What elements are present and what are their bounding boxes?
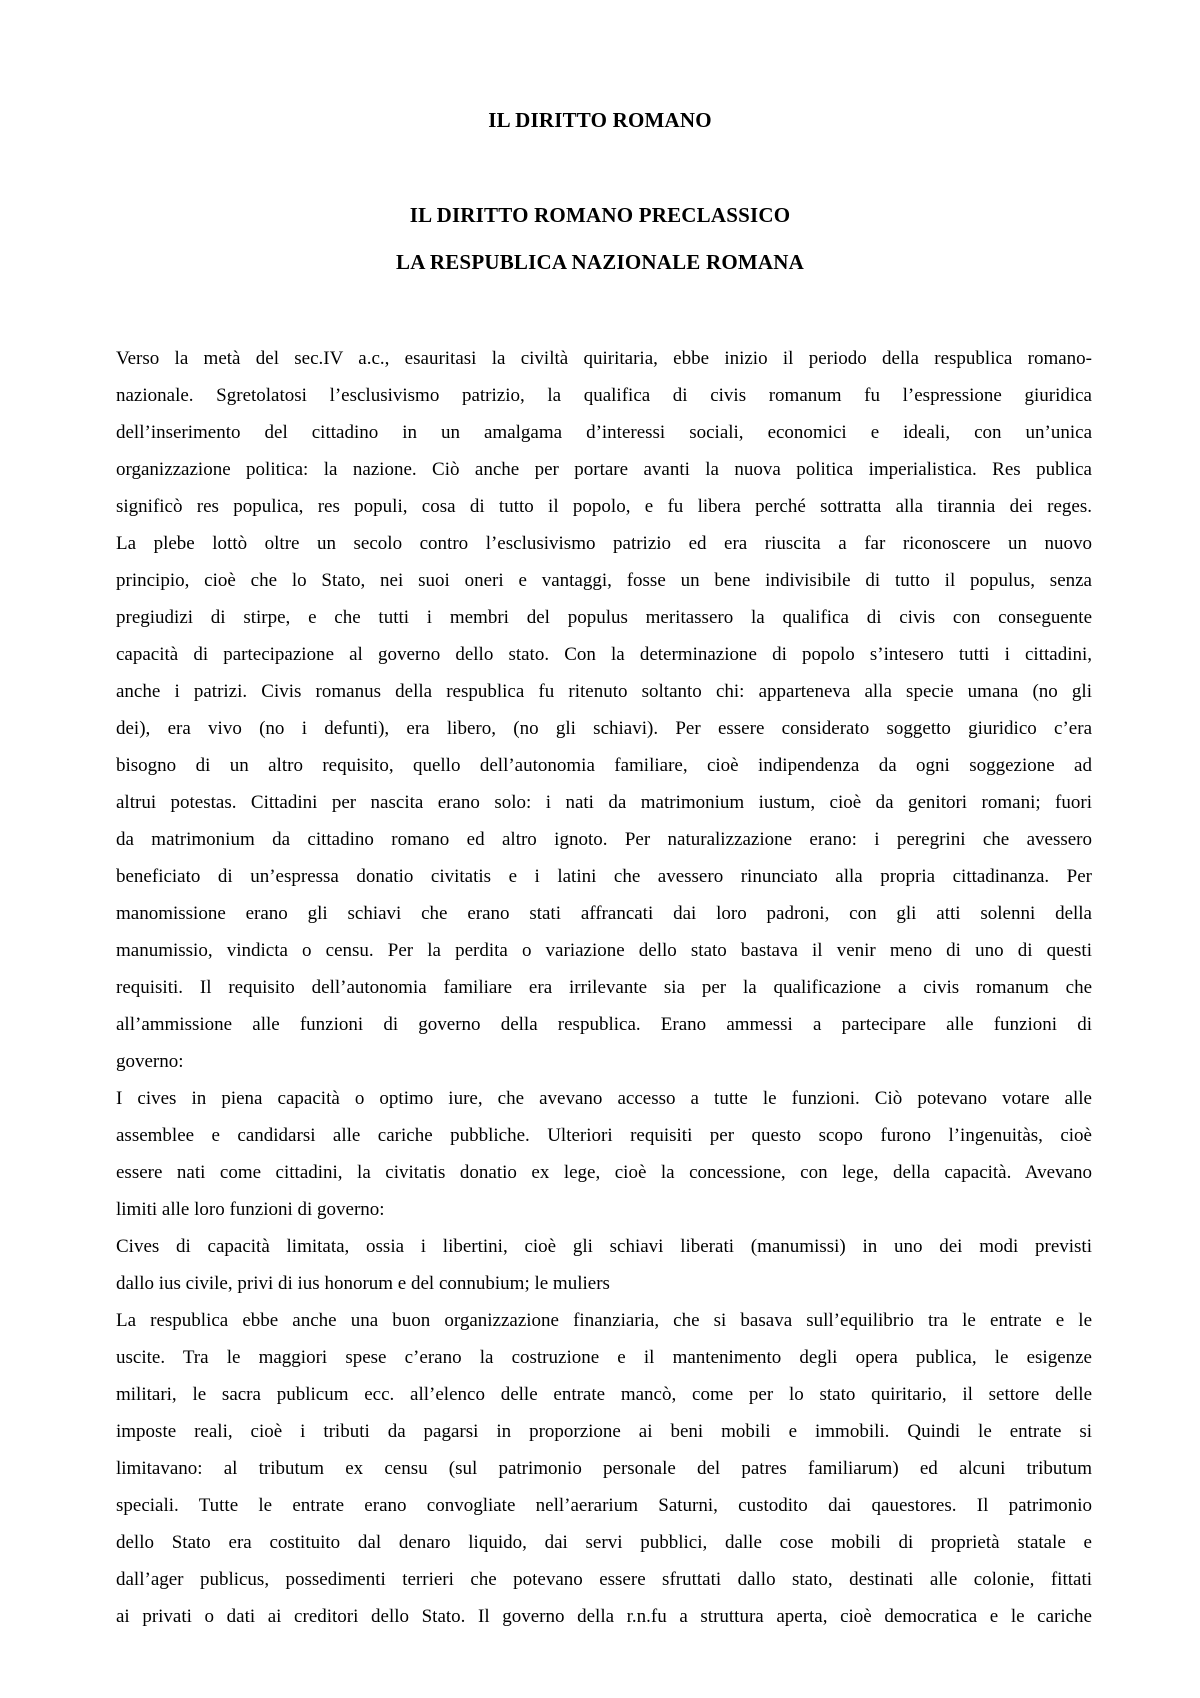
text-line: beneficiato di un’espressa donatio civitatis e i latini che avessero rinunciato alla propria cittadinanza. Per xyxy=(116,866,1092,887)
text-line: La respublica ebbe anche una buon organizzazione finanziaria, che si basava sull’equilibrio tra le entrate e le xyxy=(116,1310,1092,1331)
document-title: IL DIRITTO ROMANO xyxy=(488,108,712,132)
text-line: uscite. Tra le maggiori spese c’erano la costruzione e il mantenimento degli opera publica, le esigenze xyxy=(116,1347,1092,1368)
text-line: bisogno di un altro requisito, quello dell’autonomia familiare, cioè indipendenza da ogni soggezione ad xyxy=(116,755,1092,776)
text-line: dei), era vivo (no i defunti), era libero, (no gli schiavi). Per essere considerato soggetto giuridico c’era xyxy=(116,718,1092,739)
subsection-title: LA RESPUBLICA NAZIONALE ROMANA xyxy=(396,250,804,274)
text-line: La plebe lottò oltre un secolo contro l’esclusivismo patrizio ed era riuscita a far riconoscere un nuovo xyxy=(116,533,1092,554)
body-text xyxy=(116,340,1092,1635)
text-line: dell’inserimento del cittadino in un amalgama d’interessi sociali, economici e ideali, con un’unica xyxy=(116,422,1092,443)
text-line: ai privati o dati ai creditori dello Stato. Il governo della r.n.fu a struttura aperta, cioè democratica e le cariche xyxy=(116,1606,1092,1627)
text-line: da matrimonium da cittadino romano ed altro ignoto. Per naturalizzazione erano: i peregrini che avessero xyxy=(116,829,1092,850)
text-line: imposte reali, cioè i tributi da pagarsi in proporzione ai beni mobili e immobili. Quindi le entrate si xyxy=(116,1421,1092,1442)
text-line: Verso la metà del sec.IV a.c., esauritasi la civiltà quiritaria, ebbe inizio il periodo della respublica romano- xyxy=(116,348,1092,369)
text-line: limiti alle loro funzioni di governo: xyxy=(116,1199,385,1220)
text-line: dello Stato era costituito dal denaro liquido, dai servi pubblici, dalle cose mobili di proprietà statale e xyxy=(116,1532,1092,1553)
text-line: altrui potestas. Cittadini per nascita erano solo: i nati da matrimonium iustum, cioè da genitori romani; fuori xyxy=(116,792,1092,813)
text-line: organizzazione politica: la nazione. Ciò anche per portare avanti la nuova politica imperialistica. Res publica xyxy=(116,459,1092,480)
text-line: pregiudizi di stirpe, e che tutti i membri del populus meritassero la qualifica di civis con conseguente xyxy=(116,607,1092,628)
text-line: speciali. Tutte le entrate erano convogliate nell’aerarium Saturni, custodito dai qauestores. Il patrimonio xyxy=(116,1495,1092,1516)
text-line: manumissio, vindicta o censu. Per la perdita o variazione dello stato bastava il venir meno di uno di questi xyxy=(116,940,1092,961)
text-line: capacità di partecipazione al governo dello stato. Con la determinazione di popolo s’intesero tutti i cittadini, xyxy=(116,644,1092,665)
text-line: essere nati come cittadini, la civitatis donatio ex lege, cioè la concessione, con lege, della capacità. Avevano xyxy=(116,1162,1092,1183)
text-line: Cives di capacità limitata, ossia i libertini, cioè gli schiavi liberati (manumissi) in uno dei modi previsti xyxy=(116,1236,1092,1257)
text-line: limitavano: al tributum ex censu (sul patrimonio personale del patres familiarum) ed alcuni tributum xyxy=(116,1458,1092,1479)
text-line: dall’ager publicus, possedimenti terrieri che potevano essere sfruttati dallo stato, destinati alle colonie, fittati xyxy=(116,1569,1092,1590)
text-line: militari, le sacra publicum ecc. all’elenco delle entrate mancò, come per lo stato quiritario, il settore delle xyxy=(116,1384,1092,1405)
text-line: manomissione erano gli schiavi che erano stati affrancati dai loro padroni, con gli atti solenni della xyxy=(116,903,1092,924)
section-title: IL DIRITTO ROMANO PRECLASSICO xyxy=(409,203,791,227)
text-line: dallo ius civile, privi di ius honorum e del connubium; le muliers xyxy=(116,1273,610,1294)
text-line: principio, cioè che lo Stato, nei suoi oneri e vantaggi, fosse un bene indivisibile di tutto il populus, senza xyxy=(116,570,1092,591)
text-line: all’ammissione alle funzioni di governo della respublica. Erano ammessi a partecipare alle funzioni di xyxy=(116,1014,1092,1035)
text-line: anche i patrizi. Civis romanus della respublica fu ritenuto soltanto chi: apparteneva alla specie umana (no gli xyxy=(116,681,1092,702)
text-line: governo: xyxy=(116,1051,184,1072)
text-line: nazionale. Sgretolatosi l’esclusivismo patrizio, la qualifica di civis romanum fu l’espressione giuridica xyxy=(116,385,1092,406)
text-line: significò res populica, res populi, cosa di tutto il popolo, e fu libera perché sottratta alla tirannia dei reges. xyxy=(116,496,1092,517)
text-line: requisiti. Il requisito dell’autonomia familiare era irrilevante sia per la qualificazione a civis romanum che xyxy=(116,977,1092,998)
text-line: I cives in piena capacità o optimo iure, che avevano accesso a tutte le funzioni. Ciò potevano votare alle xyxy=(116,1088,1092,1109)
text-line: assemblee e candidarsi alle cariche pubbliche. Ulteriori requisiti per questo scopo furono l’ingenuitàs, cioè xyxy=(116,1125,1092,1146)
